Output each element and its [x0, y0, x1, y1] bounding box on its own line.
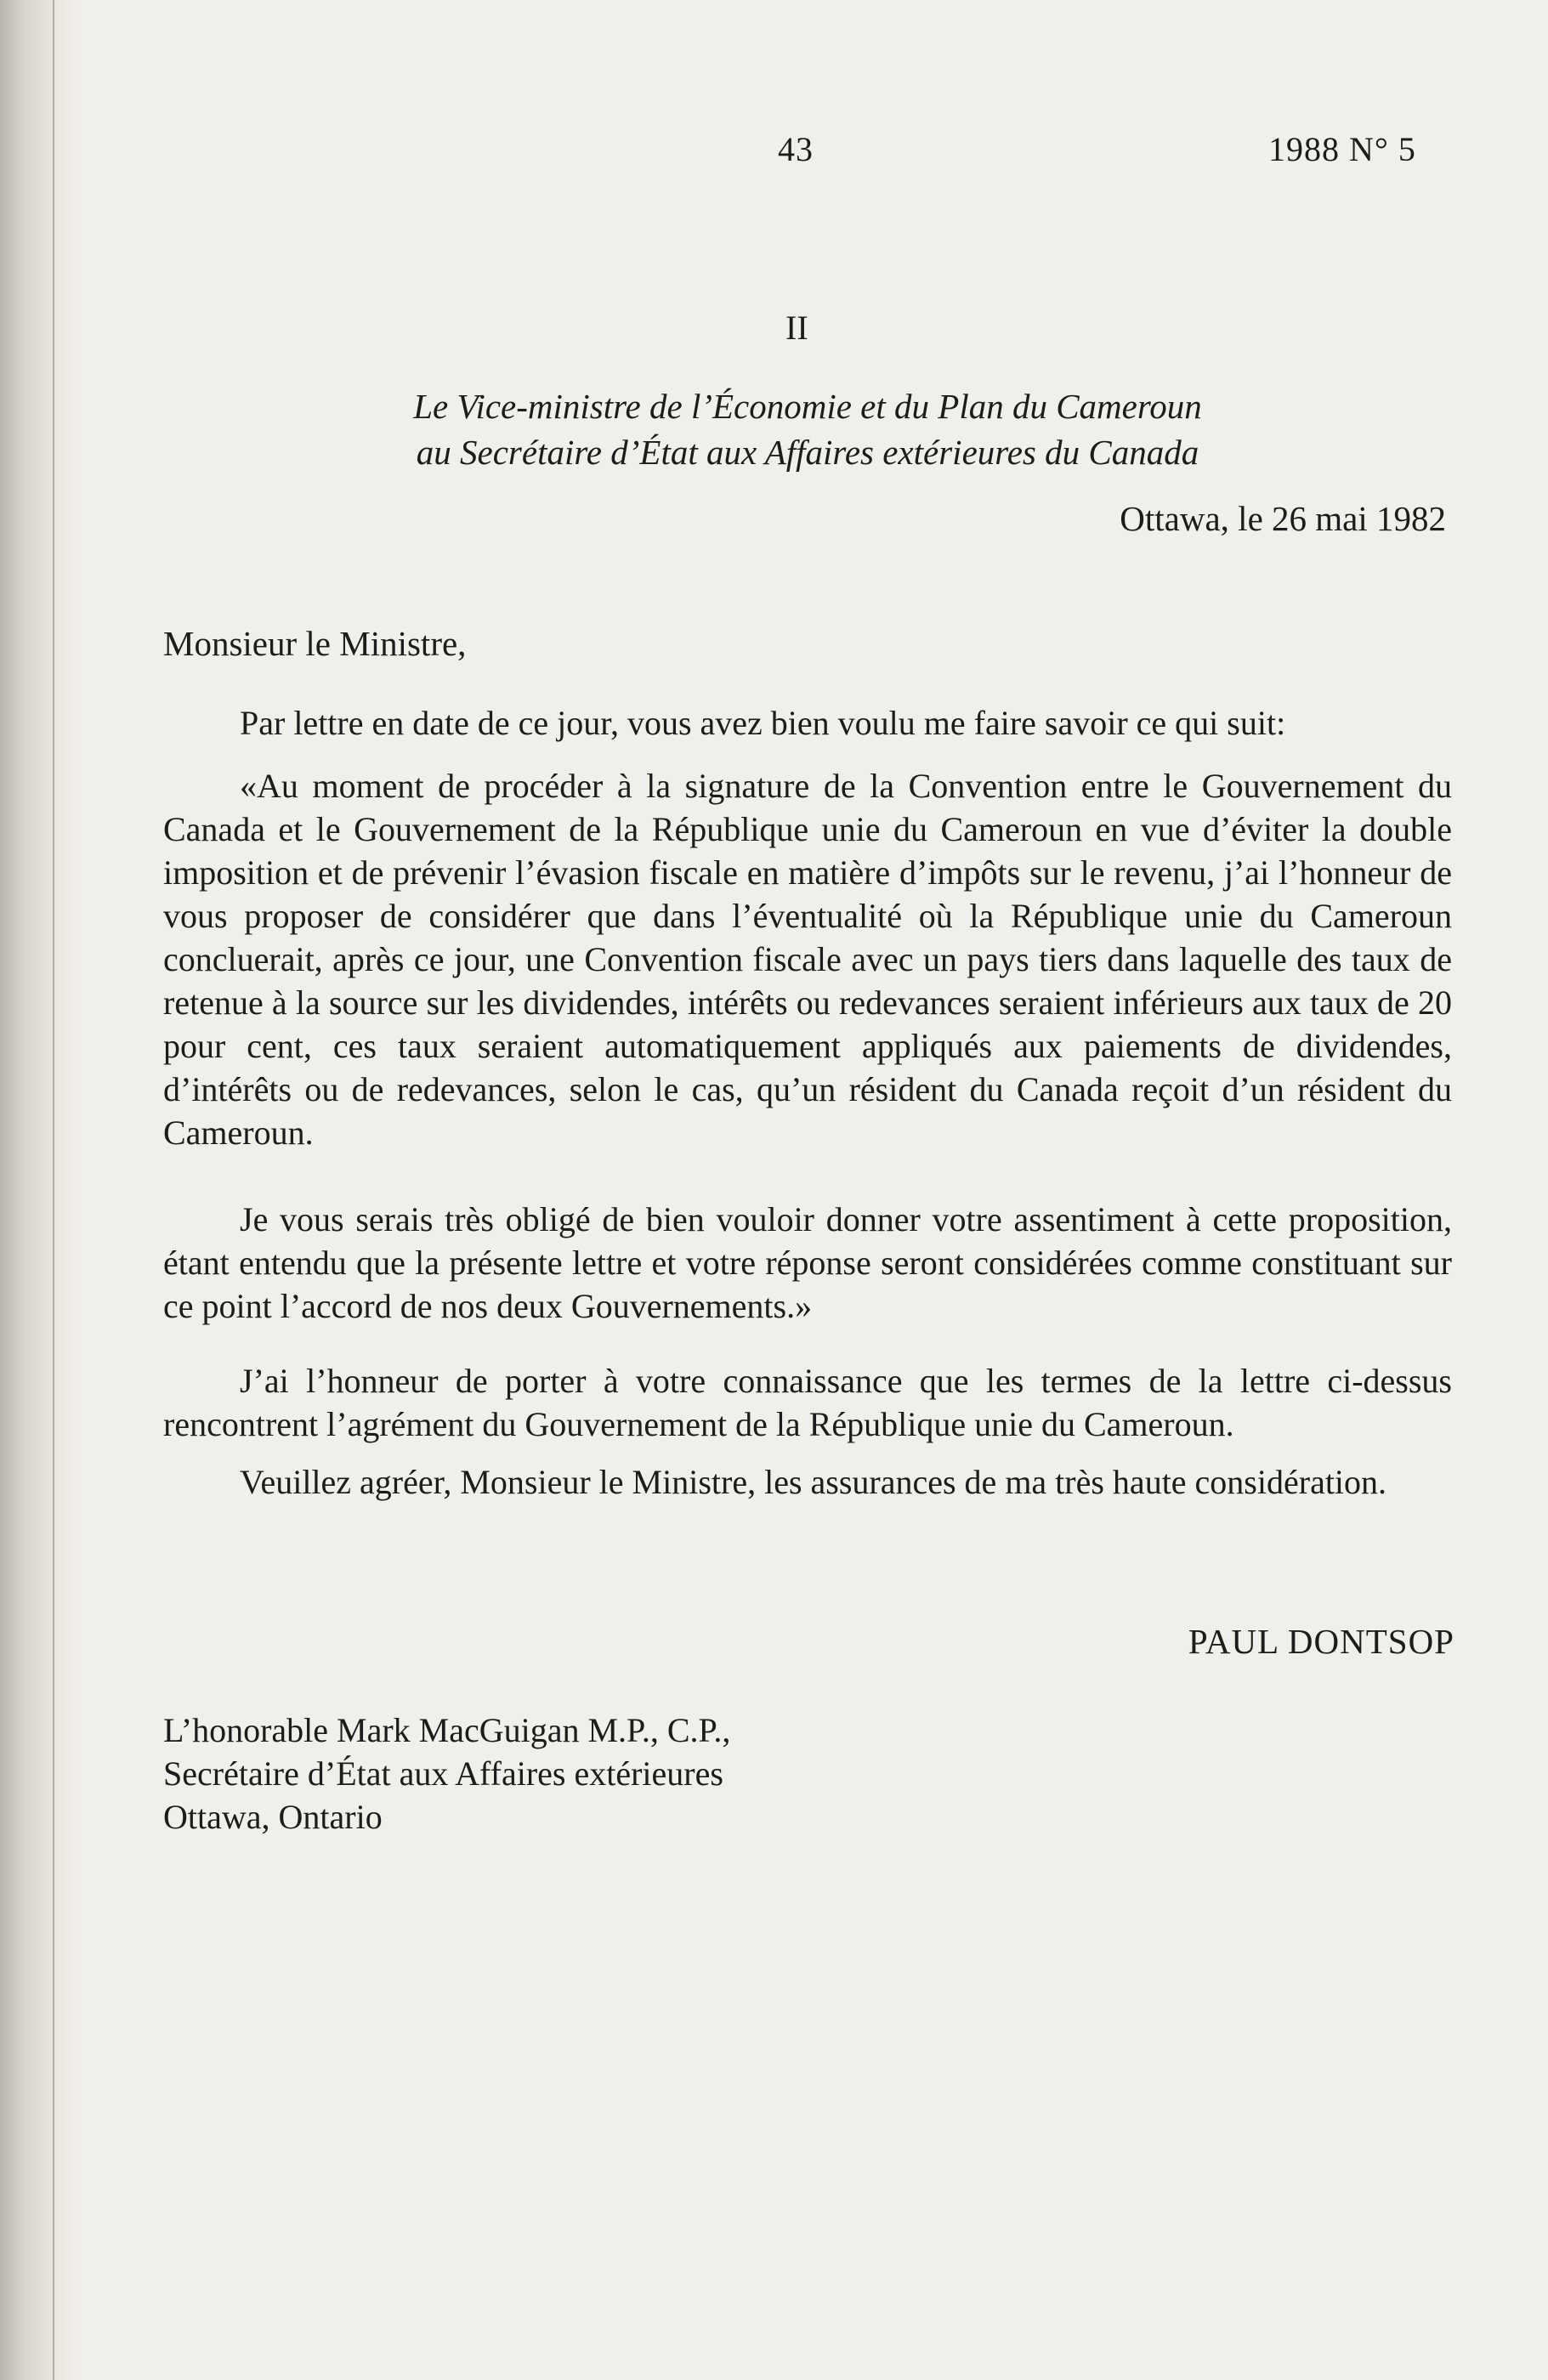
section-number: II: [785, 309, 808, 347]
page-number: 43: [778, 130, 814, 168]
addressee-title: Secrétaire d’État aux Affaires extérieures: [163, 1754, 723, 1793]
paragraph-intro: Par lettre en date de ce jour, vous avez bien voulu me faire savoir ce qui suit:: [240, 704, 1286, 742]
signatory-name: PAUL DONTSOP: [1188, 1622, 1454, 1661]
addressee-location: Ottawa, Ontario: [163, 1798, 383, 1836]
paragraph-acceptance: J’ai l’honneur de porter à votre connaissance que les termes de la lettre ci-dessus rencontrent l’agrément du Gouvernement de la République unie du Cameroun.: [163, 1362, 1452, 1443]
addressee-name: L’honorable Mark MacGuigan M.P., C.P.,: [163, 1711, 731, 1749]
paragraph-closing: Veuillez agréer, Monsieur le Ministre, les assurances de ma très haute considération.: [240, 1463, 1387, 1501]
volume-reference: 1988 N° 5: [1268, 130, 1416, 168]
paragraph-quoted-proposal: «Au moment de procéder à la signature de la Convention entre le Gouvernement du Canada et le Gouvernement de la République unie du Cameroun en vue d’éviter la double imposition et de prévenir l’évasion fiscale en matière d’impôts sur le revenu, j’ai l’honneur de vous proposer de considérer que dans l’éventualité où la République unie du Cameroun concluerait, après ce jour, une Convention fiscale avec un pays tiers dans laquelle des taux de retenue à la source sur les dividendes, intérêts ou redevances seraient inférieurs aux taux de 20 pour cent, ces taux seraient automatiquement appliqués aux paiements de dividendes, d’intérêts ou de redevances, selon le cas, qu’un résident du Canada reçoit d’un résident du Cameroun.: [163, 767, 1452, 1152]
letter-heading-from: Le Vice-ministre de l’Économie et du Plan du Cameroun: [413, 387, 1202, 426]
dateline: Ottawa, le 26 mai 1982: [1120, 499, 1446, 538]
paragraph-quoted-request: Je vous serais très obligé de bien vouloir donner votre assentiment à cette proposition, étant entendu que la présente lettre et votre réponse seront considérées comme constituant sur ce point l’accord de nos deux Gouvernements.»: [163, 1200, 1452, 1325]
salutation: Monsieur le Ministre,: [163, 624, 467, 663]
addressee-block: [163, 1708, 730, 1839]
letter-heading-to: au Secrétaire d’État aux Affaires extérieures du Canada: [416, 433, 1199, 472]
